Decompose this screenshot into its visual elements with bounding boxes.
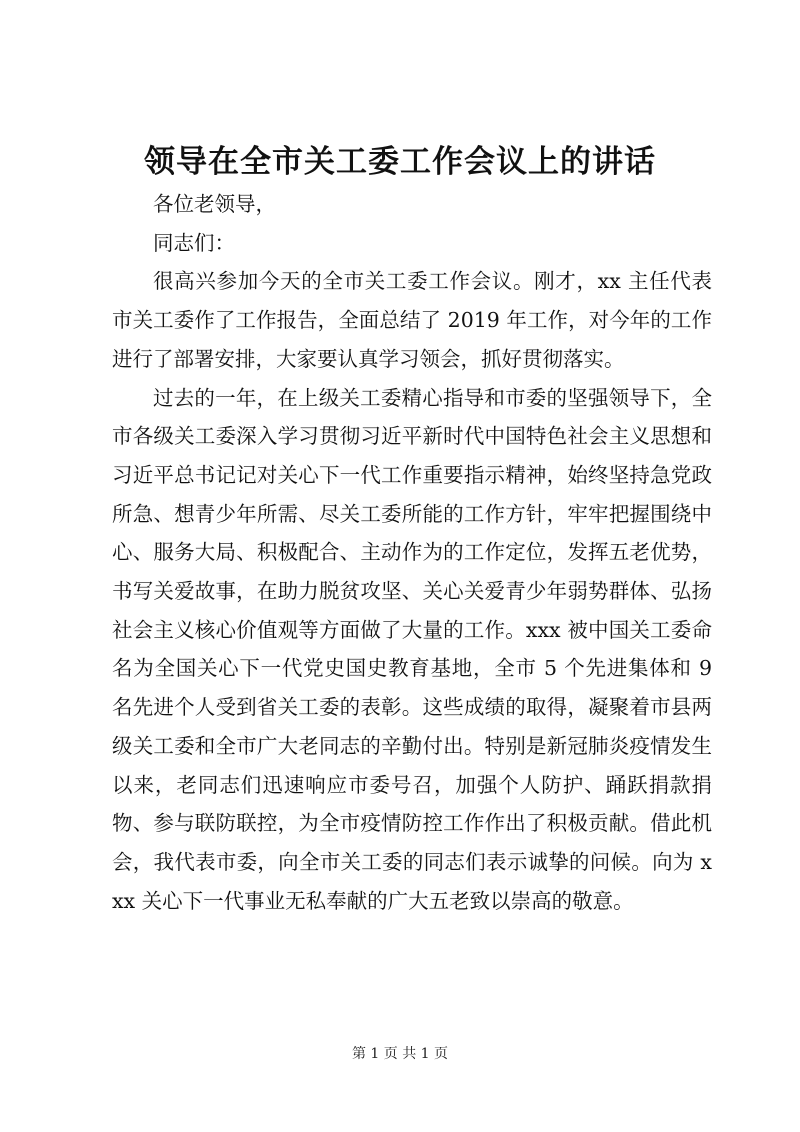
body-paragraph: 过去的一年，在上级关工委精心指导和市委的坚强领导下，全市各级关工委深入学习贯彻习近平新时代中国特色社会主义思想和习近平总书记记对关心下一代工作重要指示精神，始终坚持急党政所急、想青少年所需、尽关工委所能的工作方针，牢牢把握围绕中心、服务大局、积极配合、主动作为的工作定位，发挥五老优势，书写关爱故事，在助力脱贫攻坚、关心关爱青少年弱势群体、弘扬社会主义核心价值观等方面做了大量的工作。xxx 被中国关工委命名为全国关心下一代党史国史教育基地，全市 5 个先进集体和 9 名先进个人受到省关工委的表彰。这些成绩的取得，凝聚着市县两级关工委和全市广大老同志的辛勤付出。特别是新冠肺炎疫情发生以来，老同志们迅速响应市委号召，加强个人防护、踊跃捐款捐物、参与联防联控，为全市疫情防控工作作出了积极贡献。借此机会，我代表市委，向全市关工委的同志们表示诚挚的问候。向为 xxx 关心下一代事业无私奉献的广大五老致以崇高的敬意。 <box>112 385 712 913</box>
document-title: 领导在全市关工委工作会议上的讲话 <box>144 144 656 180</box>
body-paragraph: 很高兴参加今天的全市关工委工作会议。刚才，xx 主任代表市关工委作了工作报告，全面总结了 2019 年工作，对今年的工作进行了部署安排，大家要认真学习领会，抓好贯彻落实。 <box>112 269 712 371</box>
salutation-leaders: 各位老领导， <box>153 192 276 216</box>
salutation-comrades: 同志们： <box>153 230 235 255</box>
document-body <box>112 185 712 920</box>
page-footer: 第 1 页 共 1 页 <box>351 1046 449 1062</box>
